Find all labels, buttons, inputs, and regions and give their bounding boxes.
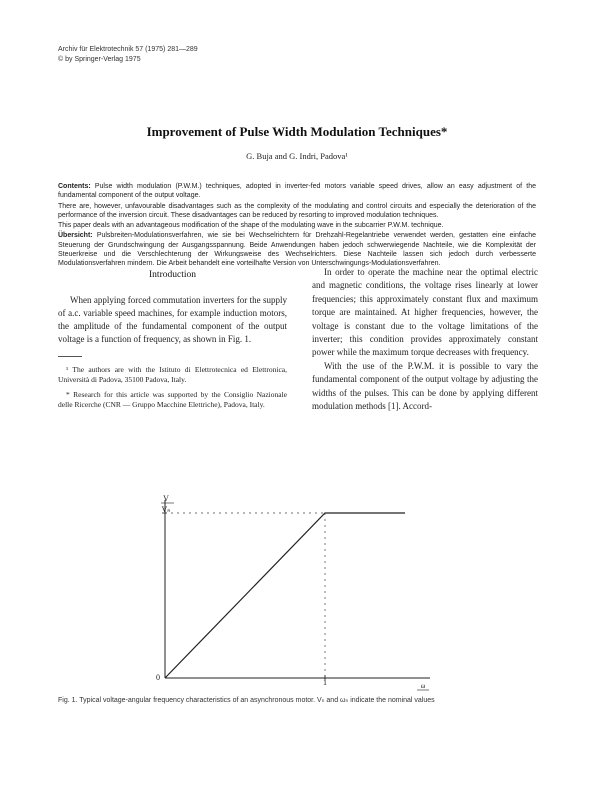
paper-title: Improvement of Pulse Width Modulation Techniques*: [146, 124, 448, 139]
footnote-funding: * Research for this article was supported by the Consiglio Nazionale delle Ricerche (CNR — Gruppo Macchine Elettriche), Padova, Italy.: [58, 390, 287, 409]
contents-text: Pulse width modulation (P.W.M.) techniques, adopted in inverter-fed motors variable speed drives, allow an easy adjustment of the fundamental component of the output voltage.: [58, 183, 536, 200]
contents-label: Contents:: [58, 183, 91, 190]
abstract-para-2: There are, however, unfavourable disadvantages such as the complexity of the modulating and control circuits and especially the deterioration of the performance of the inversion circuit. These disadvantages can be reduced by resorting to improved modulation techniques.: [58, 202, 536, 219]
footnote-affiliation: ¹ The authors are with the Istituto di Elettrotecnica ed Elettronica, Università di Padova, 35100 Padova, Italy.: [58, 365, 287, 384]
intro-left-paragraph: When applying forced commutation inverters for the supply of a.c. variable speed machines, for example induction motors, the amplitude of the fundamental component of the output voltage is a function of frequency, as shown in Fig. 1.: [58, 295, 287, 344]
journal-citation: Archiv für Elektrotechnik 57 (1975) 281—289: [58, 46, 198, 53]
abstract-contents: [58, 182, 536, 201]
uebersicht-label: Übersicht:: [58, 232, 93, 240]
intro-right-paragraph-2: With the use of the P.W.M. it is possible to vary the fundamental component of the output voltage by adjusting the widths of the pulses. This can be done by applying different modulation methods [1]. Accord-: [312, 360, 538, 412]
origin-label: 0: [156, 673, 160, 682]
y-label-bottom: Vₙ: [161, 505, 171, 514]
author-line: G. Buja and G. Indri, Padova¹: [246, 151, 348, 161]
journal-header: [58, 45, 198, 65]
publisher-line: © by Springer-Verlag 1975: [58, 56, 141, 63]
voltage-characteristic-line: [165, 513, 405, 678]
left-column: [58, 266, 287, 415]
footnote-rule: [58, 356, 82, 357]
plot-layer: [165, 513, 405, 680]
intro-right-paragraph-1: In order to operate the machine near the optimal electric and magnetic conditions, the voltage rises linearly at lower frequencies; this approximately constant flux and maximum torque are maintained. At higher frequencies, however, the voltage is constant due to the voltage limitations of the inverter; this condition provides approximately constant power while the maximum torque decreases with frequency.: [312, 267, 538, 358]
y-label-top: V: [163, 494, 169, 503]
introduction-heading: Introduction: [149, 270, 196, 280]
abstract-block: [58, 182, 536, 270]
abstract-para-3: This paper deals with an advantageous modification of the shape of the modulating wave in the subcarrier P.W.M. technique.: [58, 222, 444, 230]
x-tick-label-1: 1: [323, 678, 327, 687]
x-label-top: ω: [420, 682, 426, 690]
uebersicht-text: Pulsbreiten-Modulationsverfahren, wie sie bei Wechselrichtern für Drehzahl-Regelantriebe verwendet werden, gestatten eine einfache Steuerung der Grundschwingung der Ausgangsspannung. Beide Anwendungen haben jedoch schwerwiegende Nachteile, wie die Komplexität der Steuerkreise und die Verschlechterung der Wirkungsweise des Wechselrichters. Diese Nachteile lassen sich jedoch durch verbesserte Modulationsverfahren mindern. Die Arbeit behandelt eine vorteilhafte Version von Unterschwingungs-Modulationsverfahren.: [58, 232, 537, 268]
voltage-frequency-chart: [140, 488, 440, 693]
abstract-uebersicht: [58, 231, 536, 268]
figure-caption: Fig. 1. Typical voltage-angular frequency characteristics of an asynchronous motor. Vₙ and ωₙ indicate the nominal values: [58, 697, 435, 704]
figure-1: [140, 488, 440, 693]
right-column: [312, 266, 538, 413]
